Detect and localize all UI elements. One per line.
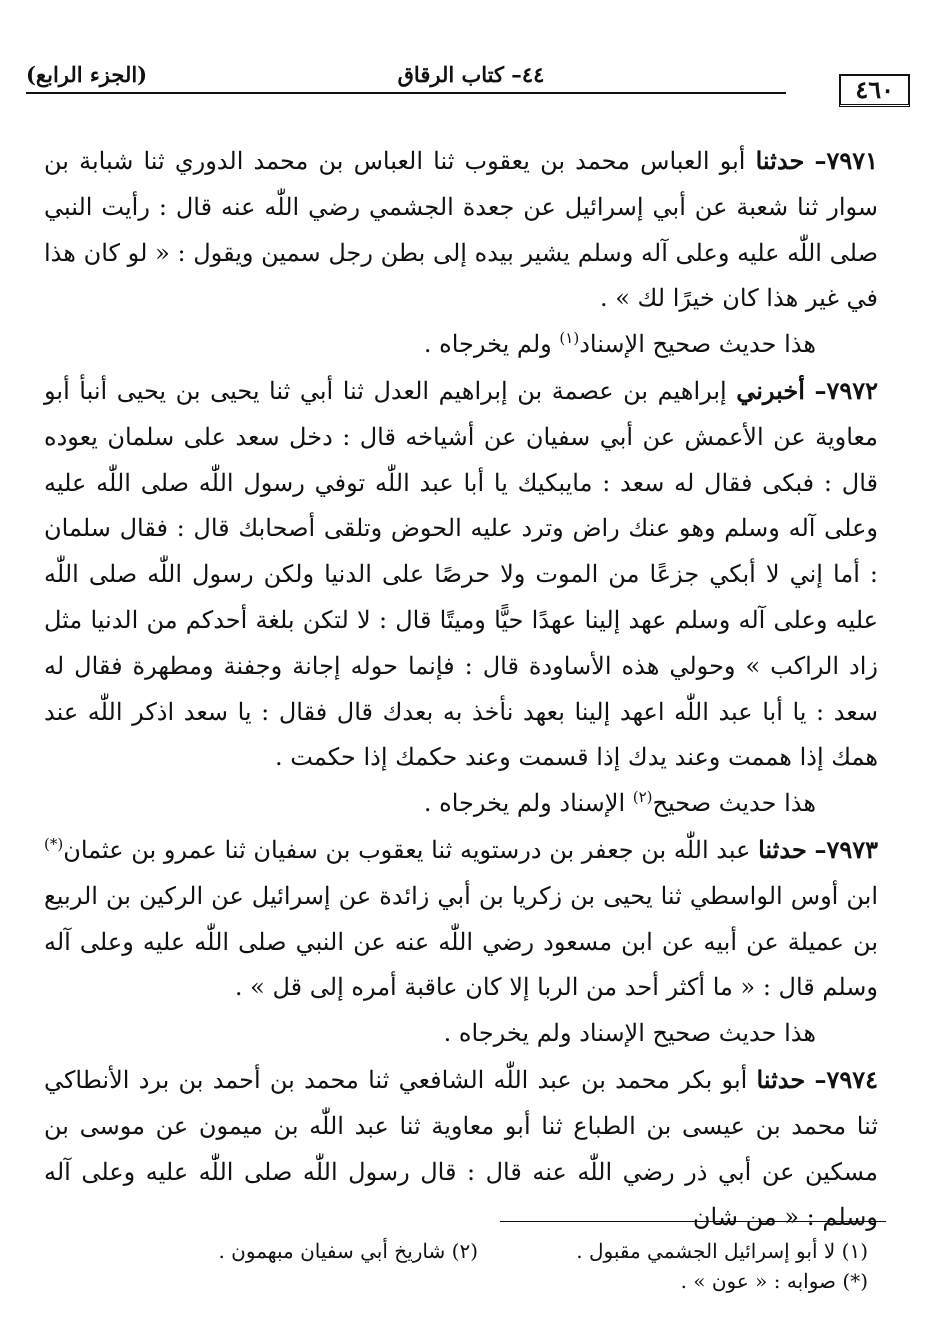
hadith-lead-word: أخبرني (736, 375, 805, 405)
footnote-row (44, 1236, 886, 1266)
hadith-text: أبو العباس محمد بن يعقوب ثنا العباس بن محمد الدوري ثنا شبابة بن سوار ثنا شعبة عن أبي إسرائيل عن جعدة الجشمي رضي اللّٰه عنه قال : رأيت النبي صلى اللّٰه عليه وعلى آله وسلم يشير بيده إلى بطن رجل سمين ويقول : « لو كان هذا في غير هذا كان خيرًا لك » . (44, 147, 878, 313)
footnote-row (44, 1266, 886, 1296)
verdict-text: هذا حديث صحيح الإسناد ولم يخرجاه . (443, 1019, 816, 1048)
hadith-number: ٧٩٧٤– (814, 1064, 878, 1094)
hadith-lead-word: حدثنا (756, 1064, 806, 1094)
hadith-number: ٧٩٧١– (814, 146, 878, 175)
hadith-verdict (44, 1011, 878, 1057)
page-number: ٤٦٠ (839, 74, 910, 107)
hadith-number: ٧٩٧٢– (814, 375, 878, 405)
verdict-text: هذا حديث صحيح الإسناد (579, 330, 816, 359)
footnotes (44, 1236, 886, 1296)
footnote-divider (500, 1221, 886, 1222)
volume-label: (الجزء الرابع) (26, 62, 148, 87)
hadith-lead-word: حدثنا (755, 146, 805, 175)
hadith-lead-word: حدثنا (758, 834, 807, 864)
hadith-text-continued: ابن أوس الواسطي ثنا يحيى بن زكريا بن أبي زائدة عن إسرائيل عن الركين بن الربيع بن عميلة عن أبيه عن ابن مسعود رضي اللّٰه عنه عن النبي صلى اللّٰه عليه وعلى آله وسلم قال : « ما أكثر أحد من الربا إلا كان عاقبة أمره إلى قل » . (44, 881, 878, 1002)
footnote-1: (١) لا أبو إسرائيل الجشمي مقبول . (576, 1239, 868, 1263)
footnote-ref: (٢) (632, 788, 653, 807)
hadith-7972 (44, 368, 878, 781)
hadith-verdict (44, 322, 878, 368)
footnote-ref: (١) (559, 329, 580, 348)
hadith-7973 (44, 827, 878, 1011)
hadith-number: ٧٩٧٣– (814, 834, 878, 864)
chapter-title: ٤٤– كتاب الرقاق (397, 62, 545, 87)
verdict-text: هذا حديث صحيح (652, 789, 816, 818)
page-header (26, 60, 916, 110)
hadith-text: عبد اللّٰه بن جعفر بن درستويه ثنا يعقوب بن سفيان ثنا عمرو بن عثمان (63, 835, 759, 864)
header-divider (26, 92, 786, 94)
verdict-text-end: ولم يخرجاه . (423, 330, 560, 359)
footnote-2: (٢) شاريخ أبي سفيان مبهمون . (218, 1239, 478, 1263)
verdict-text-end: الإسناد ولم يخرجاه . (423, 789, 633, 818)
main-text (44, 138, 878, 1241)
hadith-verdict (44, 781, 878, 827)
footnote-star: (*) صوابه : « عون » . (680, 1269, 868, 1293)
hadith-text: أبو بكر محمد بن عبد اللّٰه الشافعي ثنا محمد بن أحمد بن برد الأنطاكي ثنا محمد بن عيسى بن الطباع ثنا أبو معاوية ثنا عبد اللّٰه بن ميمون عن موسى بن مسكين عن أبي ذر رضي اللّٰه عنه قال : قال رسول اللّٰه صلى اللّٰه عليه وعلى آله وسلم : « من شان (44, 1065, 878, 1232)
footnote-ref: (*) (44, 834, 64, 853)
hadith-7971 (44, 138, 878, 322)
hadith-7974 (44, 1057, 878, 1241)
hadith-text: إبراهيم بن عصمة بن إبراهيم العدل ثنا أبي ثنا يحيى بن يحيى أنبأ أبو معاوية عن الأعمش عن أبي سفيان عن أشياخه قال : دخل سعد على سلمان يعوده قال : فبكى فقال له سعد : مايبكيك يا أبا عبد اللّٰه توفي رسول اللّٰه صلى اللّٰه عليه وعلى آله وسلم وهو عنك راض وترد عليه الحوض وتلقى أصحابك قال : فقال سلمان : أما إني لا أبكي جزعًا من الموت ولا حرصًا على الدنيا ولكن رسول اللّٰه صلى اللّٰه عليه وعلى آله وسلم عهد إلينا عهدًا حيًّا وميتًا قال : لا لتكن بلغة أحدكم من الدنيا مثل زاد الراكب » وحولي هذه الأساودة قال : فإنما حوله إجانة وجفنة ومطهرة فقال له سعد : يا أبا عبد اللّٰه اعهد إلينا بعهد نأخذ به بعدك قال فقال : يا سعد اذكر اللّٰه عند همك إذا هممت وعند يدك إذا قسمت وعند حكمك إذا حكمت . (44, 376, 878, 772)
